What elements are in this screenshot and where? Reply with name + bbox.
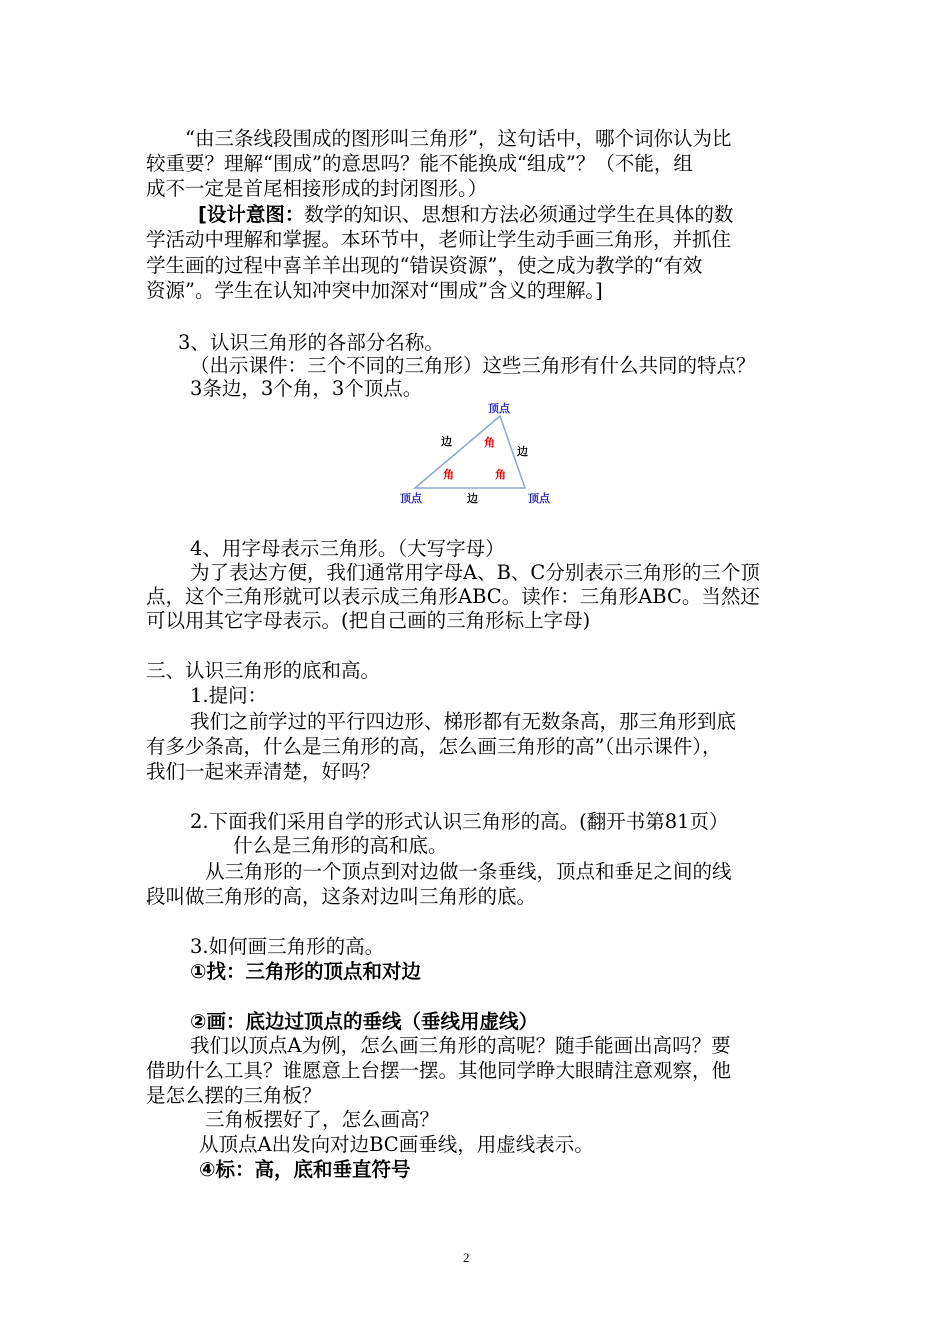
step1-find: ①找：三角形的顶点和对边 [190,960,422,983]
step2-line3: 是怎么摆的三角板？ [146,1084,322,1107]
design-intent-text: 数学的知识、思想和方法必须通过学生在具体的数 [304,203,734,226]
para1-line1: “由三条线段围成的图形叫三角形”，这句话中，哪个词你认为比 [185,127,732,150]
step2-line5: 从顶点A出发向对边BC画垂线，用虚线表示。 [199,1133,594,1156]
angle-label-top: 角 [484,436,495,449]
question-label: 1.提问： [190,684,268,707]
side-label-left: 边 [441,435,452,448]
section3-heading: 3、认识三角形的各部分名称。 [178,331,444,354]
side-label-right: 边 [517,445,528,458]
design-intent-line1 [198,203,733,227]
step2-line1: 我们以顶点A为例，怎么画三角形的高呢？随手能画出高吗？要 [190,1034,731,1057]
section4-line2: 点，这个三角形就可以表示成三角形ABC。读作：三角形ABC。当然还 [146,585,760,608]
step2-line2: 借助什么工具？谁愿意上台摆一摆。其他同学睁大眼睛注意观察，他 [146,1059,732,1082]
triangle-diagram [390,398,560,510]
design-intent-line4: 资源”。学生在认知冲突中加深对“围成”含义的理解。] [146,279,603,302]
height-definition-line1: 从三角形的一个顶点到对边做一条垂线，顶点和垂足之间的线 [205,860,732,883]
part3-title: 三、认识三角形的底和高。 [146,659,381,682]
self-study-line2: 什么是三角形的高和底。 [233,834,448,857]
vertex-label-right: 顶点 [528,492,550,505]
question-line2: 有多少条高，什么是三角形的高，怎么画三角形的高”（出示课件）， [146,735,722,758]
section4-line1: 为了表达方便，我们通常用字母A、B、C分别表示三角形的三个顶 [190,561,760,584]
design-intent-line2: 学活动中理解和掌握。本环节中，老师让学生动手画三角形，并抓住 [146,228,732,251]
section3-line2: （出示课件：三个不同的三角形）这些三角形有什么共同的特点？ [190,354,756,377]
step2-line4: 三角板摆好了，怎么画高？ [205,1108,440,1131]
question-line3: 我们一起来弄清楚，好吗？ [146,760,381,783]
question-line1: 我们之前学过的平行四边形、梯形都有无数条高，那三角形到底 [190,710,737,733]
howto-title: 3.如何画三角形的高。 [190,935,385,958]
angle-label-right: 角 [495,468,506,481]
design-intent-line3: 学生画的过程中喜羊羊出现的“错误资源”，使之成为教学的“有效 [146,254,703,277]
section4-line3: 可以用其它字母表示。(把自己画的三角形标上字母) [146,609,591,632]
height-definition-line2: 段叫做三角形的高，这条对边叫三角形的底。 [146,885,537,908]
step4-label: ④标：高，底和垂直符号 [199,1158,411,1181]
design-intent-label: [设计意图： [198,203,305,226]
section3-line3: 3条边，3个角，3个顶点。 [190,377,423,400]
para1-line3: 成不一定是首尾相接形成的封闭图形。） [146,177,488,200]
triangle-shape [415,416,525,488]
side-label-bottom: 边 [467,492,478,505]
para1-line2: 较重要？理解“围成”的意思吗？能不能换成“组成”？（不能，组 [146,152,693,175]
vertex-label-left: 顶点 [400,492,422,505]
section4-heading: 4、用字母表示三角形。（大写字母） [190,537,505,560]
step2-draw: ②画：底边过顶点的垂线（垂线用虚线） [190,1010,539,1033]
vertex-label-top: 顶点 [488,402,510,415]
angle-label-left: 角 [443,468,454,481]
page-number: 2 [463,1250,470,1265]
self-study-line1: 2.下面我们采用自学的形式认识三角形的高。(翻开书第81页） [190,810,729,833]
